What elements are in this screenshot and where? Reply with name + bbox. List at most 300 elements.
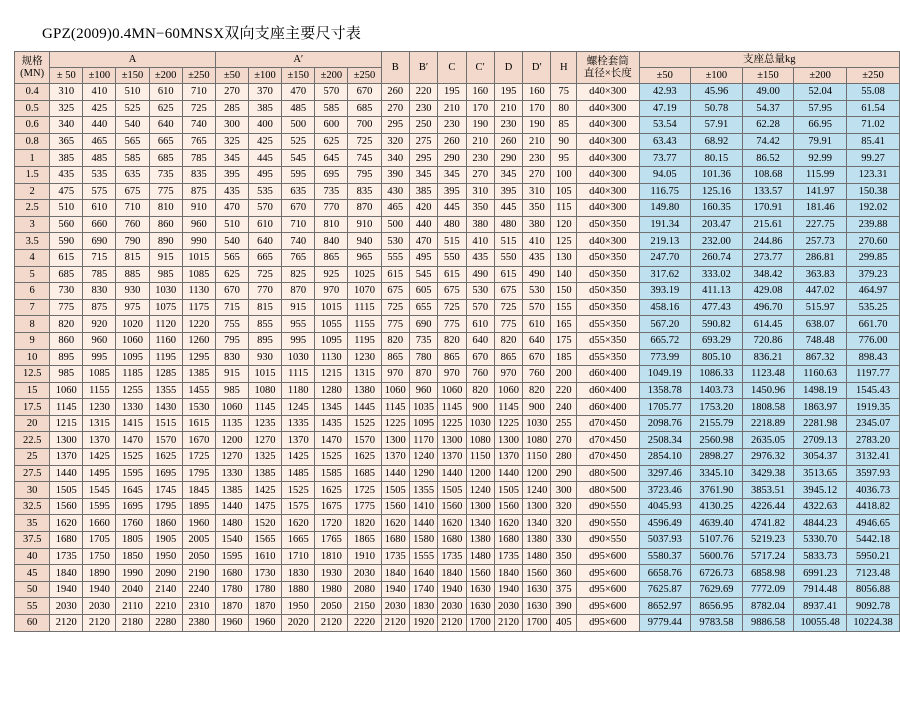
cell-spec: 2.5 <box>15 200 50 217</box>
cell-weight-0: 149.80 <box>639 200 691 217</box>
cell-dp: 820 <box>523 382 551 399</box>
header-c-prime: C′ <box>466 52 494 84</box>
cell-a-0: 775 <box>50 299 83 316</box>
cell-ap-3: 2050 <box>315 598 348 615</box>
cell-cp: 1380 <box>466 532 494 549</box>
cell-cp: 640 <box>466 332 494 349</box>
cell-b: 1440 <box>381 465 409 482</box>
cell-cp: 1200 <box>466 465 494 482</box>
cell-a-0: 2120 <box>50 615 83 632</box>
cell-weight-3: 4322.63 <box>794 498 847 515</box>
cell-ap-1: 1270 <box>248 432 281 449</box>
cell-a-4: 2310 <box>182 598 215 615</box>
cell-ap-0: 300 <box>215 117 248 134</box>
cell-bp: 545 <box>409 266 437 283</box>
cell-ap-3: 585 <box>315 100 348 117</box>
cell-cp: 1700 <box>466 615 494 632</box>
cell-weight-3: 8937.41 <box>794 598 847 615</box>
cell-ap-4: 1685 <box>348 465 381 482</box>
cell-cp: 760 <box>466 366 494 383</box>
header-bolt-sleeve <box>577 52 639 84</box>
cell-weight-2: 49.00 <box>742 84 794 101</box>
cell-h: 330 <box>551 532 577 549</box>
cell-ap-3: 735 <box>315 183 348 200</box>
cell-a-4: 1895 <box>182 498 215 515</box>
cell-ap-3: 1280 <box>315 382 348 399</box>
cell-a-0: 1940 <box>50 581 83 598</box>
cell-bolt: d50×350 <box>577 283 639 300</box>
cell-d: 1225 <box>494 415 522 432</box>
cell-b: 1735 <box>381 548 409 565</box>
cell-bolt: d80×500 <box>577 482 639 499</box>
cell-weight-2: 133.57 <box>742 183 794 200</box>
cell-weight-4: 7123.48 <box>847 565 900 582</box>
table-row <box>15 183 900 200</box>
cell-ap-4: 965 <box>348 249 381 266</box>
cell-ap-4: 1525 <box>348 415 381 432</box>
cell-spec: 22.5 <box>15 432 50 449</box>
cell-weight-3: 227.75 <box>794 216 847 233</box>
cell-weight-4: 1545.43 <box>847 382 900 399</box>
cell-weight-1: 50.78 <box>691 100 743 117</box>
cell-ap-1: 1475 <box>248 498 281 515</box>
cell-c: 1225 <box>438 415 466 432</box>
cell-c: 195 <box>438 84 466 101</box>
cell-weight-1: 590.82 <box>691 316 743 333</box>
cell-a-1: 1595 <box>83 498 116 515</box>
cell-weight-3: 515.97 <box>794 299 847 316</box>
cell-weight-3: 6991.23 <box>794 565 847 582</box>
cell-c: 1505 <box>438 482 466 499</box>
cell-weight-1: 101.36 <box>691 166 743 183</box>
cell-a-0: 385 <box>50 150 83 167</box>
cell-ap-1: 535 <box>248 183 281 200</box>
header-a-250: ±250 <box>182 68 215 84</box>
cell-a-1: 785 <box>83 266 116 283</box>
cell-ap-1: 1145 <box>248 399 281 416</box>
cell-d: 1145 <box>494 399 522 416</box>
cell-a-1: 535 <box>83 166 116 183</box>
cell-a-0: 1505 <box>50 482 83 499</box>
cell-ap-2: 485 <box>282 100 315 117</box>
cell-b: 2030 <box>381 598 409 615</box>
cell-bolt: d60×400 <box>577 366 639 383</box>
cell-cp: 190 <box>466 117 494 134</box>
cell-a-4: 710 <box>182 84 215 101</box>
cell-d: 395 <box>494 183 522 200</box>
cell-weight-4: 535.25 <box>847 299 900 316</box>
cell-a-2: 2110 <box>116 598 149 615</box>
cell-b: 865 <box>381 349 409 366</box>
cell-weight-0: 73.77 <box>639 150 691 167</box>
cell-weight-2: 5219.23 <box>742 532 794 549</box>
cell-weight-4: 85.41 <box>847 133 900 150</box>
cell-weight-4: 4036.73 <box>847 482 900 499</box>
cell-a-0: 985 <box>50 366 83 383</box>
cell-a-0: 475 <box>50 183 83 200</box>
header-ap-150: ±150 <box>282 68 315 84</box>
cell-weight-4: 150.38 <box>847 183 900 200</box>
cell-bp: 1410 <box>409 498 437 515</box>
cell-ap-3: 1980 <box>315 581 348 598</box>
cell-a-2: 510 <box>116 84 149 101</box>
header-group-a-prime: A′ <box>215 52 381 68</box>
cell-a-3: 775 <box>149 183 182 200</box>
cell-bolt: d40×300 <box>577 166 639 183</box>
cell-ap-3: 1095 <box>315 332 348 349</box>
cell-c: 445 <box>438 200 466 217</box>
cell-h: 350 <box>551 548 577 565</box>
cell-bp: 1095 <box>409 415 437 432</box>
cell-ap-0: 1060 <box>215 399 248 416</box>
cell-cp: 1080 <box>466 432 494 449</box>
cell-ap-1: 930 <box>248 349 281 366</box>
cell-ap-4: 1380 <box>348 382 381 399</box>
cell-weight-3: 3945.12 <box>794 482 847 499</box>
cell-weight-4: 464.97 <box>847 283 900 300</box>
cell-weight-0: 1049.19 <box>639 366 691 383</box>
cell-weight-3: 257.73 <box>794 233 847 250</box>
table-row <box>15 482 900 499</box>
cell-a-4: 2050 <box>182 548 215 565</box>
cell-b: 1840 <box>381 565 409 582</box>
cell-bolt: d50×350 <box>577 299 639 316</box>
cell-bp: 495 <box>409 249 437 266</box>
cell-ap-0: 285 <box>215 100 248 117</box>
cell-weight-2: 170.91 <box>742 200 794 217</box>
cell-a-2: 710 <box>116 200 149 217</box>
cell-spec: 10 <box>15 349 50 366</box>
cell-ap-0: 755 <box>215 316 248 333</box>
cell-ap-1: 640 <box>248 233 281 250</box>
cell-b: 320 <box>381 133 409 150</box>
cell-ap-4: 1025 <box>348 266 381 283</box>
cell-weight-1: 125.16 <box>691 183 743 200</box>
cell-c: 1560 <box>438 498 466 515</box>
cell-weight-0: 3297.46 <box>639 465 691 482</box>
cell-a-3: 2090 <box>149 565 182 582</box>
cell-a-2: 1695 <box>116 498 149 515</box>
cell-a-4: 785 <box>182 150 215 167</box>
cell-weight-0: 4045.93 <box>639 498 691 515</box>
cell-weight-0: 665.72 <box>639 332 691 349</box>
cell-ap-0: 540 <box>215 233 248 250</box>
cell-spec: 4 <box>15 249 50 266</box>
cell-cp: 1150 <box>466 449 494 466</box>
cell-h: 220 <box>551 382 577 399</box>
header-h: H <box>551 52 577 84</box>
cell-a-3: 610 <box>149 84 182 101</box>
cell-weight-0: 2508.34 <box>639 432 691 449</box>
cell-ap-2: 1525 <box>282 482 315 499</box>
cell-weight-3: 867.32 <box>794 349 847 366</box>
cell-c: 290 <box>438 150 466 167</box>
cell-ap-3: 570 <box>315 84 348 101</box>
cell-weight-2: 273.77 <box>742 249 794 266</box>
table-row <box>15 233 900 250</box>
cell-h: 95 <box>551 150 577 167</box>
cell-a-0: 340 <box>50 117 83 134</box>
cell-ap-1: 1080 <box>248 382 281 399</box>
cell-ap-3: 600 <box>315 117 348 134</box>
cell-weight-1: 203.47 <box>691 216 743 233</box>
cell-a-3: 1075 <box>149 299 182 316</box>
cell-weight-1: 477.43 <box>691 299 743 316</box>
cell-weight-2: 1450.96 <box>742 382 794 399</box>
cell-weight-3: 115.99 <box>794 166 847 183</box>
cell-weight-3: 748.48 <box>794 332 847 349</box>
cell-ap-4: 685 <box>348 100 381 117</box>
cell-b: 260 <box>381 84 409 101</box>
cell-weight-3: 92.99 <box>794 150 847 167</box>
cell-ap-1: 610 <box>248 216 281 233</box>
cell-bolt: d50×350 <box>577 266 639 283</box>
cell-bolt: d40×300 <box>577 133 639 150</box>
cell-weight-0: 5037.93 <box>639 532 691 549</box>
cell-ap-0: 1680 <box>215 565 248 582</box>
cell-a-2: 1470 <box>116 432 149 449</box>
table-row <box>15 515 900 532</box>
cell-dp: 435 <box>523 249 551 266</box>
cell-cp: 210 <box>466 133 494 150</box>
cell-weight-2: 5717.24 <box>742 548 794 565</box>
cell-weight-2: 348.42 <box>742 266 794 283</box>
cell-bolt: d90×550 <box>577 515 639 532</box>
cell-weight-4: 71.02 <box>847 117 900 134</box>
cell-weight-4: 10224.38 <box>847 615 900 632</box>
cell-ap-2: 635 <box>282 183 315 200</box>
cell-a-3: 1950 <box>149 548 182 565</box>
cell-spec: 0.4 <box>15 84 50 101</box>
cell-ap-3: 2120 <box>315 615 348 632</box>
cell-weight-3: 638.07 <box>794 316 847 333</box>
cell-dp: 1030 <box>523 415 551 432</box>
cell-c: 1145 <box>438 399 466 416</box>
cell-a-2: 790 <box>116 233 149 250</box>
cell-dp: 410 <box>523 233 551 250</box>
cell-a-3: 810 <box>149 200 182 217</box>
cell-weight-1: 5107.76 <box>691 532 743 549</box>
cell-dp: 1480 <box>523 548 551 565</box>
header-w-150: ±150 <box>742 68 794 84</box>
cell-weight-0: 5580.37 <box>639 548 691 565</box>
cell-ap-4: 700 <box>348 117 381 134</box>
cell-d: 675 <box>494 283 522 300</box>
cell-weight-4: 8056.88 <box>847 581 900 598</box>
cell-a-0: 325 <box>50 100 83 117</box>
cell-a-2: 675 <box>116 183 149 200</box>
cell-h: 165 <box>551 316 577 333</box>
header-ap-50: ±50 <box>215 68 248 84</box>
table-row <box>15 548 900 565</box>
cell-ap-0: 1540 <box>215 532 248 549</box>
cell-bp: 870 <box>409 366 437 383</box>
cell-weight-4: 239.88 <box>847 216 900 233</box>
cell-weight-4: 3132.41 <box>847 449 900 466</box>
cell-a-2: 585 <box>116 150 149 167</box>
cell-weight-1: 333.02 <box>691 266 743 283</box>
cell-c: 1370 <box>438 449 466 466</box>
cell-weight-2: 720.86 <box>742 332 794 349</box>
cell-ap-2: 2020 <box>282 615 315 632</box>
dimensions-table <box>14 51 900 632</box>
cell-c: 725 <box>438 299 466 316</box>
cell-spec: 25 <box>15 449 50 466</box>
cell-weight-1: 693.29 <box>691 332 743 349</box>
cell-ap-2: 1620 <box>282 515 315 532</box>
cell-weight-2: 3853.51 <box>742 482 794 499</box>
table-row <box>15 432 900 449</box>
cell-a-4: 1085 <box>182 266 215 283</box>
cell-a-4: 910 <box>182 200 215 217</box>
cell-bp: 295 <box>409 150 437 167</box>
cell-c: 260 <box>438 133 466 150</box>
cell-weight-4: 192.02 <box>847 200 900 217</box>
cell-dp: 610 <box>523 316 551 333</box>
header-w-50: ±50 <box>639 68 691 84</box>
cell-dp: 1200 <box>523 465 551 482</box>
cell-ap-3: 1055 <box>315 316 348 333</box>
cell-weight-2: 1123.48 <box>742 366 794 383</box>
cell-h: 150 <box>551 283 577 300</box>
cell-a-1: 920 <box>83 316 116 333</box>
header-a-100: ±100 <box>83 68 116 84</box>
cell-ap-4: 940 <box>348 233 381 250</box>
cell-bolt: d95×600 <box>577 615 639 632</box>
header-b-prime: B′ <box>409 52 437 84</box>
cell-a-4: 1530 <box>182 399 215 416</box>
cell-a-3: 1195 <box>149 349 182 366</box>
cell-a-4: 1130 <box>182 283 215 300</box>
cell-bolt: d80×500 <box>577 465 639 482</box>
cell-ap-1: 815 <box>248 299 281 316</box>
cell-b: 1940 <box>381 581 409 598</box>
cell-weight-4: 270.60 <box>847 233 900 250</box>
cell-ap-2: 1950 <box>282 598 315 615</box>
cell-cp: 1480 <box>466 548 494 565</box>
cell-weight-1: 8656.95 <box>691 598 743 615</box>
cell-a-3: 1515 <box>149 415 182 432</box>
cell-a-4: 960 <box>182 216 215 233</box>
cell-h: 155 <box>551 299 577 316</box>
cell-c: 550 <box>438 249 466 266</box>
cell-bolt: d40×300 <box>577 100 639 117</box>
cell-a-4: 765 <box>182 133 215 150</box>
cell-cp: 270 <box>466 166 494 183</box>
cell-h: 290 <box>551 465 577 482</box>
cell-bolt: d95×600 <box>577 598 639 615</box>
cell-spec: 60 <box>15 615 50 632</box>
header-bolt-line1: 螺栓套筒 <box>586 56 629 68</box>
cell-cp: 1240 <box>466 482 494 499</box>
cell-a-2: 1595 <box>116 465 149 482</box>
cell-weight-3: 7914.48 <box>794 581 847 598</box>
cell-ap-0: 830 <box>215 349 248 366</box>
cell-ap-0: 915 <box>215 366 248 383</box>
cell-ap-1: 725 <box>248 266 281 283</box>
cell-a-3: 1745 <box>149 482 182 499</box>
cell-spec: 3.5 <box>15 233 50 250</box>
cell-c: 865 <box>438 349 466 366</box>
cell-cp: 820 <box>466 382 494 399</box>
cell-bp: 1240 <box>409 449 437 466</box>
cell-ap-2: 595 <box>282 166 315 183</box>
cell-a-1: 425 <box>83 100 116 117</box>
cell-d: 1680 <box>494 532 522 549</box>
cell-c: 1620 <box>438 515 466 532</box>
cell-ap-2: 1575 <box>282 498 315 515</box>
cell-weight-4: 4946.65 <box>847 515 900 532</box>
cell-b: 1145 <box>381 399 409 416</box>
cell-a-1: 1085 <box>83 366 116 383</box>
cell-weight-0: 53.54 <box>639 117 691 134</box>
cell-spec: 50 <box>15 581 50 598</box>
cell-a-1: 1370 <box>83 432 116 449</box>
cell-a-4: 2190 <box>182 565 215 582</box>
cell-ap-0: 435 <box>215 183 248 200</box>
cell-cp: 410 <box>466 233 494 250</box>
cell-spec: 9 <box>15 332 50 349</box>
cell-a-1: 610 <box>83 200 116 217</box>
cell-weight-0: 1705.77 <box>639 399 691 416</box>
cell-h: 125 <box>551 233 577 250</box>
cell-h: 75 <box>551 84 577 101</box>
cell-a-2: 1645 <box>116 482 149 499</box>
cell-a-2: 1095 <box>116 349 149 366</box>
cell-ap-4: 1725 <box>348 482 381 499</box>
cell-spec: 0.5 <box>15 100 50 117</box>
cell-weight-3: 447.02 <box>794 283 847 300</box>
cell-h: 360 <box>551 565 577 582</box>
cell-a-3: 890 <box>149 233 182 250</box>
cell-ap-2: 1425 <box>282 449 315 466</box>
cell-a-0: 1735 <box>50 548 83 565</box>
cell-a-4: 2380 <box>182 615 215 632</box>
cell-ap-2: 1710 <box>282 548 315 565</box>
cell-ap-2: 870 <box>282 283 315 300</box>
cell-dp: 1630 <box>523 598 551 615</box>
cell-bolt: d50×350 <box>577 249 639 266</box>
cell-a-3: 985 <box>149 266 182 283</box>
cell-c: 1680 <box>438 532 466 549</box>
table-row <box>15 299 900 316</box>
cell-weight-3: 5833.73 <box>794 548 847 565</box>
cell-c: 230 <box>438 117 466 134</box>
cell-a-3: 915 <box>149 249 182 266</box>
cell-a-0: 895 <box>50 349 83 366</box>
cell-ap-2: 955 <box>282 316 315 333</box>
cell-a-3: 1625 <box>149 449 182 466</box>
cell-weight-2: 4741.82 <box>742 515 794 532</box>
cell-weight-4: 2783.20 <box>847 432 900 449</box>
cell-d: 195 <box>494 84 522 101</box>
cell-a-1: 1660 <box>83 515 116 532</box>
cell-d: 1620 <box>494 515 522 532</box>
cell-ap-4: 1445 <box>348 399 381 416</box>
cell-bp: 250 <box>409 117 437 134</box>
cell-a-0: 435 <box>50 166 83 183</box>
cell-a-0: 1620 <box>50 515 83 532</box>
header-ap-100: ±100 <box>248 68 281 84</box>
cell-weight-2: 1808.58 <box>742 399 794 416</box>
cell-b: 1620 <box>381 515 409 532</box>
cell-c: 1840 <box>438 565 466 582</box>
cell-a-2: 760 <box>116 216 149 233</box>
cell-ap-0: 1595 <box>215 548 248 565</box>
cell-spec: 1.5 <box>15 166 50 183</box>
cell-weight-3: 79.91 <box>794 133 847 150</box>
cell-ap-3: 695 <box>315 166 348 183</box>
